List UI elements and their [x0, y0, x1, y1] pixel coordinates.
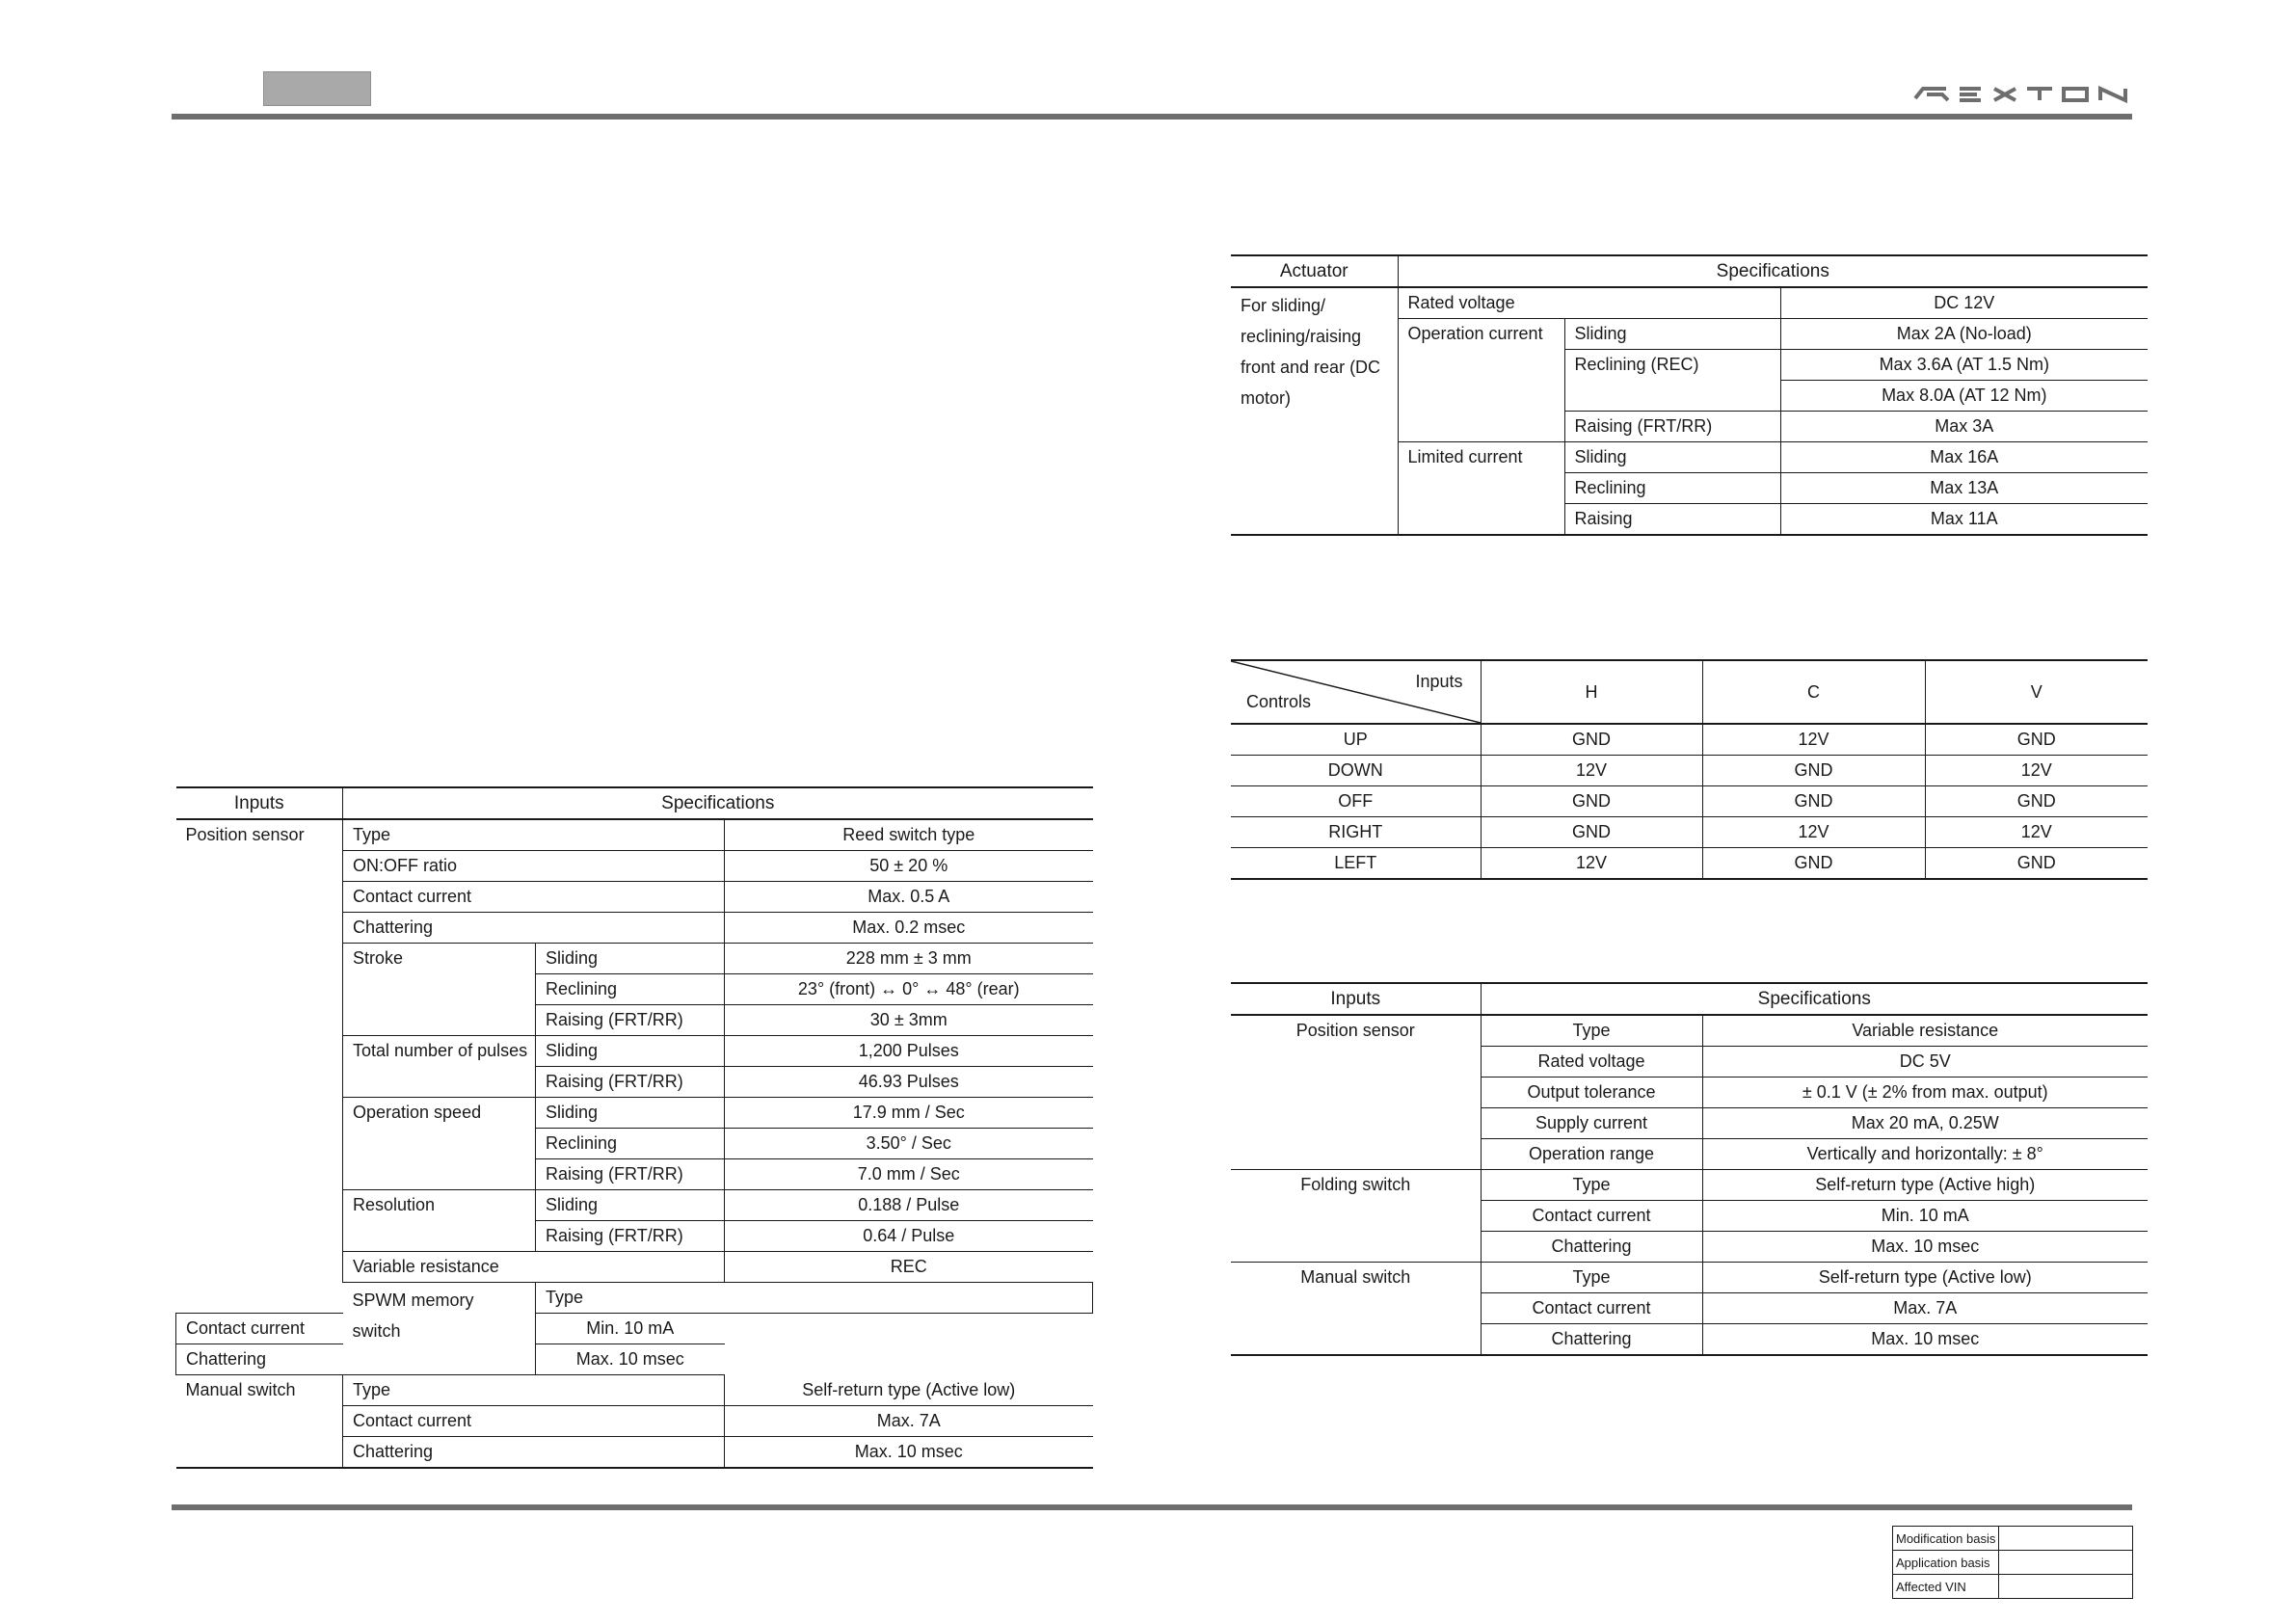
- spec-label: Chattering: [343, 913, 725, 944]
- spec-label: Chattering: [343, 1437, 725, 1469]
- spec-value: Max 2A (No-load): [1780, 319, 2148, 350]
- col-c: C: [1702, 660, 1925, 724]
- manual-switch-label: Manual switch: [1231, 1263, 1481, 1356]
- spec-label: Type: [343, 1375, 725, 1406]
- position-sensor-label: Position sensor: [176, 819, 343, 1314]
- spec-sublabel: Sliding: [536, 944, 725, 974]
- spec-label: Chattering: [1481, 1324, 1702, 1356]
- application-basis-value: [1999, 1551, 2133, 1575]
- spec-sublabel: Sliding: [1564, 442, 1780, 473]
- spec-value: Max 8.0A (AT 12 Nm): [1780, 381, 2148, 412]
- spec-label: Contact current: [343, 882, 725, 913]
- spec-value: DC 5V: [1702, 1047, 2148, 1078]
- spec-label: Rated voltage: [1398, 287, 1780, 319]
- manual-switch-label: Manual switch: [176, 1375, 343, 1469]
- spec-group-label: Operation speed: [343, 1098, 536, 1190]
- row-label: LEFT: [1231, 848, 1481, 880]
- spec-sublabel: Sliding: [1564, 319, 1780, 350]
- spec-value: REC: [725, 1252, 1093, 1283]
- spec-sublabel: Sliding: [536, 1098, 725, 1129]
- spec-value: Max. 10 msec: [1702, 1324, 2148, 1356]
- col-inputs: Inputs: [1231, 983, 1481, 1015]
- table-row: [1231, 848, 2148, 880]
- spec-group-label: Operation current: [1398, 319, 1564, 442]
- spec-sublabel: Reclining: [536, 1129, 725, 1159]
- spec-label: Chattering: [176, 1344, 536, 1375]
- modification-basis-value: [1999, 1527, 2133, 1551]
- col-specifications: Specifications: [1398, 255, 2148, 287]
- spec-value: Variable resistance: [1702, 1015, 2148, 1047]
- modification-basis-label: Modification basis: [1893, 1527, 1999, 1551]
- spec-value: 7.0 mm / Sec: [725, 1159, 1093, 1190]
- cell-value: GND: [1702, 756, 1925, 786]
- table-row: [1231, 724, 2148, 756]
- spec-value: Max. 7A: [1702, 1293, 2148, 1324]
- spec-label: Output tolerance: [1481, 1078, 1702, 1108]
- spec-value: Self-return type (Active low): [725, 1375, 1093, 1406]
- spec-value: Max. 0.5 A: [725, 882, 1093, 913]
- spec-label: Supply current: [1481, 1108, 1702, 1139]
- spec-label: Chattering: [1481, 1232, 1702, 1263]
- cell-value: 12V: [1702, 724, 1925, 756]
- spec-value: Reed switch type: [725, 819, 1093, 851]
- spec-label: Type: [343, 819, 725, 851]
- cell-value: GND: [1925, 724, 2148, 756]
- spec-sublabel: Sliding: [536, 1036, 725, 1067]
- spec-group-label: Total number of pulses: [343, 1036, 536, 1098]
- spec-label: Type: [1481, 1263, 1702, 1293]
- spec-label: ON:OFF ratio: [343, 851, 725, 882]
- spec-sublabel: Raising: [1564, 504, 1780, 536]
- spec-value: Max 11A: [1780, 504, 2148, 536]
- actuator-table: [1231, 254, 2148, 536]
- header-rule: [172, 114, 2132, 120]
- footer-rule: [172, 1504, 2132, 1510]
- spec-value: Max 20 mA, 0.25W: [1702, 1108, 2148, 1139]
- spec-label: Type: [1481, 1170, 1702, 1201]
- col-specifications: Specifications: [343, 787, 1093, 819]
- row-label: OFF: [1231, 786, 1481, 817]
- spec-value: 228 mm ± 3 mm: [725, 944, 1093, 974]
- cell-value: GND: [1702, 848, 1925, 880]
- col-h: H: [1481, 660, 1702, 724]
- row-label: RIGHT: [1231, 817, 1481, 848]
- col-actuator: Actuator: [1231, 255, 1398, 287]
- spec-group-label: Stroke: [343, 944, 536, 1036]
- spec-label: Contact current: [176, 1314, 536, 1344]
- spwm-switch-label: SPWM memory switch: [343, 1283, 536, 1375]
- spec-sublabel: Raising (FRT/RR): [1564, 412, 1780, 442]
- application-basis-label: Application basis: [1893, 1551, 1999, 1575]
- spec-label: Type: [536, 1283, 1093, 1314]
- spec-value: 50 ± 20 %: [725, 851, 1093, 882]
- table-row: [1231, 786, 2148, 817]
- corner-controls-label: Controls: [1246, 692, 1312, 711]
- folding-switch-label: Folding switch: [1231, 1170, 1481, 1263]
- spec-label: Contact current: [1481, 1293, 1702, 1324]
- spec-value: 17.9 mm / Sec: [725, 1098, 1093, 1129]
- spec-value: ± 0.1 V (± 2% from max. output): [1702, 1078, 2148, 1108]
- cell-value: GND: [1925, 786, 2148, 817]
- spec-value: Max 3A: [1780, 412, 2148, 442]
- spec-value: Self-return type (Active high): [1702, 1170, 2148, 1201]
- spec-sublabel: Reclining: [536, 974, 725, 1005]
- cell-value: GND: [1702, 786, 1925, 817]
- spec-value: 0.188 / Pulse: [725, 1190, 1093, 1221]
- spec-value: Max 16A: [1780, 442, 2148, 473]
- position-sensor-label: Position sensor: [1231, 1015, 1481, 1170]
- corner-inputs-label: Inputs: [1415, 672, 1463, 691]
- spec-label: Variable resistance: [343, 1252, 725, 1283]
- col-specifications: Specifications: [1481, 983, 2148, 1015]
- spec-value: Max. 10 msec: [1702, 1232, 2148, 1263]
- corner-cell: [1231, 660, 1481, 724]
- spec-value: Min. 10 mA: [1702, 1201, 2148, 1232]
- spec-group-label: Limited current: [1398, 442, 1564, 536]
- header-tab: [263, 71, 371, 106]
- col-inputs: Inputs: [176, 787, 343, 819]
- spec-value: 23° (front) ↔ 0° ↔ 48° (rear): [725, 974, 1093, 1005]
- affected-vin-label: Affected VIN: [1893, 1575, 1999, 1599]
- spec-value: Max 3.6A (AT 1.5 Nm): [1780, 350, 2148, 381]
- spec-sublabel: Raising (FRT/RR): [536, 1005, 725, 1036]
- cell-value: GND: [1925, 848, 2148, 880]
- spec-sublabel: Reclining: [1564, 473, 1780, 504]
- spec-value: Max. 10 msec: [725, 1437, 1093, 1469]
- spec-label: Contact current: [1481, 1201, 1702, 1232]
- affected-vin-value: [1999, 1575, 2133, 1599]
- spec-sublabel: Raising (FRT/RR): [536, 1067, 725, 1098]
- spec-value: 0.64 / Pulse: [725, 1221, 1093, 1252]
- seat-inputs-table: [175, 786, 1093, 1469]
- rexton-logo: [1913, 83, 2130, 104]
- spec-sublabel: Sliding: [536, 1190, 725, 1221]
- spec-value: 30 ± 3mm: [725, 1005, 1093, 1036]
- spec-sublabel: Raising (FRT/RR): [536, 1221, 725, 1252]
- spec-value: Max. 0.2 msec: [725, 913, 1093, 944]
- spec-label: Operation range: [1481, 1139, 1702, 1170]
- spec-label: Rated voltage: [1481, 1047, 1702, 1078]
- spec-value: Min. 10 mA: [536, 1314, 725, 1344]
- table-row: [1231, 756, 2148, 786]
- spec-value: DC 12V: [1780, 287, 2148, 319]
- cell-value: 12V: [1481, 756, 1702, 786]
- cell-value: GND: [1481, 786, 1702, 817]
- spec-group-label: Resolution: [343, 1190, 536, 1252]
- cell-value: 12V: [1925, 756, 2148, 786]
- mirror-inputs-table: [1231, 982, 2148, 1356]
- spec-label: Contact current: [343, 1406, 725, 1437]
- spec-value: Max 13A: [1780, 473, 2148, 504]
- cell-value: 12V: [1702, 817, 1925, 848]
- control-table: [1231, 659, 2148, 880]
- spec-value: 3.50° / Sec: [725, 1129, 1093, 1159]
- spec-value: 1,200 Pulses: [725, 1036, 1093, 1067]
- cell-value: 12V: [1481, 848, 1702, 880]
- spec-value: Max. 7A: [725, 1406, 1093, 1437]
- row-label: DOWN: [1231, 756, 1481, 786]
- revision-box: [1892, 1526, 2133, 1599]
- spec-label: Type: [1481, 1015, 1702, 1047]
- table-row: [1231, 817, 2148, 848]
- cell-value: GND: [1481, 724, 1702, 756]
- cell-value: GND: [1481, 817, 1702, 848]
- cell-value: 12V: [1925, 817, 2148, 848]
- spec-value: Self-return type (Active low): [1702, 1263, 2148, 1293]
- row-label: UP: [1231, 724, 1481, 756]
- spec-value: Vertically and horizontally: ± 8°: [1702, 1139, 2148, 1170]
- spec-sublabel: Raising (FRT/RR): [536, 1159, 725, 1190]
- spec-value: Max. 10 msec: [536, 1344, 725, 1375]
- col-v: V: [1925, 660, 2148, 724]
- actuator-label: For sliding/ reclining/raising front and rear (DC motor): [1231, 287, 1398, 535]
- spec-sublabel: Reclining (REC): [1564, 350, 1780, 412]
- spec-value: 46.93 Pulses: [725, 1067, 1093, 1098]
